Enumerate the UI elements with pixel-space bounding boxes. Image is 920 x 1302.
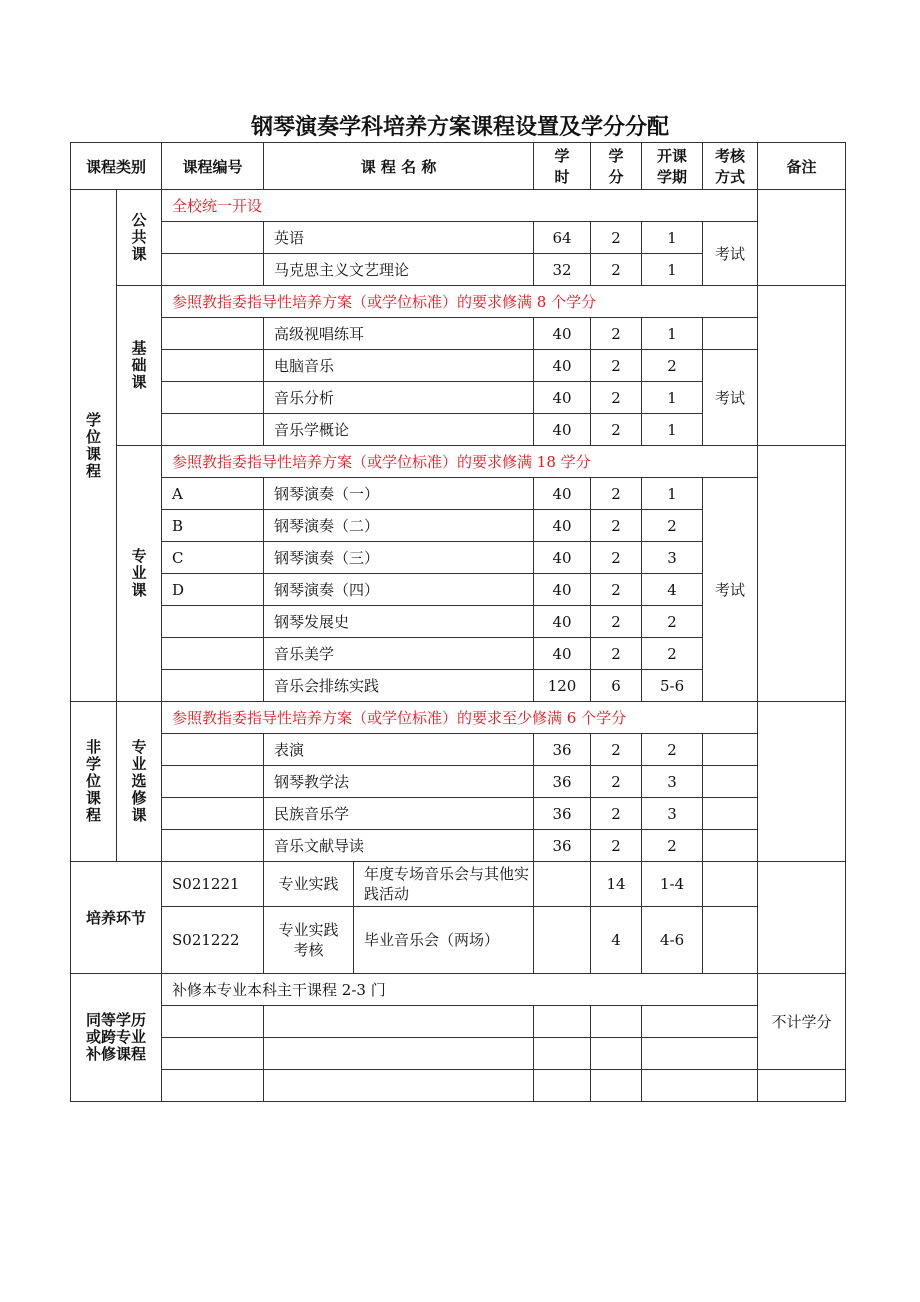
course-name: 钢琴演奏（三） [264, 542, 534, 574]
course-code [162, 670, 264, 702]
document-title: 钢琴演奏学科培养方案课程设置及学分分配 [250, 115, 669, 140]
major-note: 参照教指委指导性培养方案（或学位标准）的要求修满 18 学分 [162, 446, 758, 478]
semester: 2 [642, 638, 703, 670]
course-name: 钢琴演奏（二） [264, 510, 534, 542]
semester: 1 [642, 222, 703, 254]
remark-cell [758, 190, 846, 286]
course-name: 钢琴演奏（四） [264, 574, 534, 606]
course-code [162, 318, 264, 350]
semester: 3 [642, 542, 703, 574]
credits: 2 [591, 542, 642, 574]
semester: 3 [642, 798, 703, 830]
credits: 2 [591, 638, 642, 670]
semester: 1 [642, 414, 703, 446]
table-row [71, 907, 846, 974]
course-name: 年度专场音乐会与其他实践活动 [354, 862, 534, 907]
course-code [162, 350, 264, 382]
hours: 40 [534, 478, 591, 510]
hours: 40 [534, 350, 591, 382]
course-code [162, 382, 264, 414]
credits: 2 [591, 222, 642, 254]
course-name: 毕业音乐会（两场） [354, 907, 534, 974]
hours: 36 [534, 798, 591, 830]
semester: 1 [642, 478, 703, 510]
hours: 32 [534, 254, 591, 286]
course-code: S021221 [162, 862, 264, 907]
course-name: 音乐分析 [264, 382, 534, 414]
header-row [71, 143, 846, 190]
semester: 2 [642, 830, 703, 862]
semester: 4-6 [642, 907, 703, 974]
nondegree-courses-label: 非学位课程 [71, 702, 117, 862]
hours: 40 [534, 414, 591, 446]
remark-cell [758, 446, 846, 702]
remedial-label: 同等学历或跨专业补修课程 [71, 974, 162, 1102]
empty-cell [591, 1070, 642, 1102]
credits: 2 [591, 734, 642, 766]
credits: 2 [591, 574, 642, 606]
exam-method [703, 830, 758, 862]
remedial-note: 补修本专业本科主干课程 2-3 门 [162, 974, 758, 1006]
hours: 120 [534, 670, 591, 702]
course-type: 专业实践考核 [264, 907, 354, 974]
training-label: 培养环节 [71, 862, 162, 974]
empty-cell [162, 1070, 264, 1102]
hours: 40 [534, 542, 591, 574]
semester: 2 [642, 510, 703, 542]
empty-cell [534, 1006, 591, 1038]
course-code [162, 414, 264, 446]
course-code: C [162, 542, 264, 574]
hours: 40 [534, 574, 591, 606]
remark-cell [758, 862, 846, 974]
semester: 4 [642, 574, 703, 606]
table-row [71, 222, 846, 254]
credits: 2 [591, 382, 642, 414]
course-code [162, 254, 264, 286]
credits: 2 [591, 318, 642, 350]
empty-cell [534, 1070, 591, 1102]
hours [534, 862, 591, 907]
empty-cell [642, 1006, 758, 1038]
semester: 1-4 [642, 862, 703, 907]
hours: 36 [534, 734, 591, 766]
empty-cell [642, 1070, 758, 1102]
major-courses-label: 专业课 [117, 446, 162, 702]
exam-method: 考试 [703, 350, 758, 446]
semester: 2 [642, 606, 703, 638]
nondegree-note: 参照教指委指导性培养方案（或学位标准）的要求至少修满 6 个学分 [162, 702, 758, 734]
hours: 40 [534, 318, 591, 350]
public-courses-label: 公共课 [117, 190, 162, 286]
semester: 1 [642, 382, 703, 414]
credits: 2 [591, 766, 642, 798]
remark-cell [758, 702, 846, 862]
credits: 2 [591, 478, 642, 510]
basic-courses-label: 基础课 [117, 286, 162, 446]
hours: 36 [534, 830, 591, 862]
course-name: 钢琴演奏（一） [264, 478, 534, 510]
semester: 1 [642, 254, 703, 286]
course-code [162, 638, 264, 670]
semester: 3 [642, 766, 703, 798]
course-code [162, 798, 264, 830]
course-name: 高级视唱练耳 [264, 318, 534, 350]
public-note: 全校统一开设 [162, 190, 758, 222]
exam-method [703, 798, 758, 830]
table-row [71, 766, 846, 798]
course-code [162, 734, 264, 766]
credits: 14 [591, 862, 642, 907]
hours: 64 [534, 222, 591, 254]
course-name: 英语 [264, 222, 534, 254]
empty-cell [264, 1070, 534, 1102]
course-name: 音乐学概论 [264, 414, 534, 446]
table-row [71, 1038, 846, 1070]
header-hours: 学 时 [534, 143, 591, 190]
credits: 2 [591, 510, 642, 542]
remark-cell [758, 286, 846, 446]
table-row [71, 1006, 846, 1038]
course-name: 音乐会排练实践 [264, 670, 534, 702]
header-name: 课 程 名 称 [264, 143, 534, 190]
hours: 40 [534, 382, 591, 414]
empty-cell [162, 1006, 264, 1038]
empty-cell [534, 1038, 591, 1070]
hours: 40 [534, 606, 591, 638]
course-code [162, 606, 264, 638]
empty-cell [591, 1006, 642, 1038]
course-code: B [162, 510, 264, 542]
table-row [71, 862, 846, 907]
hours: 36 [534, 766, 591, 798]
exam-method [703, 766, 758, 798]
empty-cell [264, 1038, 534, 1070]
exam-method [703, 862, 758, 907]
course-code: S021222 [162, 907, 264, 974]
table-row [71, 478, 846, 510]
exam-method: 考试 [703, 222, 758, 286]
credits: 2 [591, 414, 642, 446]
remedial-remark: 不计学分 [758, 974, 846, 1070]
exam-method [703, 907, 758, 974]
credits: 2 [591, 830, 642, 862]
semester: 1 [642, 318, 703, 350]
header-category: 课程类别 [71, 143, 162, 190]
exam-method: 考试 [703, 478, 758, 702]
elective-courses-label: 专业选修课 [117, 702, 162, 862]
course-name: 钢琴教学法 [264, 766, 534, 798]
credits: 4 [591, 907, 642, 974]
credits: 2 [591, 350, 642, 382]
header-exam: 考核 方式 [703, 143, 758, 190]
table-row [71, 798, 846, 830]
table-row [71, 1070, 846, 1102]
course-name: 音乐美学 [264, 638, 534, 670]
exam-method [703, 318, 758, 350]
empty-cell [642, 1038, 758, 1070]
semester: 5-6 [642, 670, 703, 702]
course-name: 马克思主义文艺理论 [264, 254, 534, 286]
header-credits: 学 分 [591, 143, 642, 190]
credits: 2 [591, 798, 642, 830]
course-name: 民族音乐学 [264, 798, 534, 830]
empty-cell [264, 1006, 534, 1038]
semester: 2 [642, 350, 703, 382]
table-row [71, 350, 846, 382]
course-table [70, 142, 846, 1102]
header-remark: 备注 [758, 143, 846, 190]
header-semester: 开课 学期 [642, 143, 703, 190]
course-code [162, 222, 264, 254]
hours: 40 [534, 638, 591, 670]
exam-method [703, 734, 758, 766]
course-type: 专业实践 [264, 862, 354, 907]
empty-cell [591, 1038, 642, 1070]
course-code: A [162, 478, 264, 510]
credits: 2 [591, 606, 642, 638]
credits: 2 [591, 254, 642, 286]
course-code [162, 830, 264, 862]
table-row [71, 734, 846, 766]
course-code: D [162, 574, 264, 606]
table-row [71, 318, 846, 350]
course-name: 音乐文献导读 [264, 830, 534, 862]
course-code [162, 766, 264, 798]
header-code: 课程编号 [162, 143, 264, 190]
hours: 40 [534, 510, 591, 542]
course-name: 表演 [264, 734, 534, 766]
course-name: 电脑音乐 [264, 350, 534, 382]
basic-note: 参照教指委指导性培养方案（或学位标准）的要求修满 8 个学分 [162, 286, 758, 318]
degree-courses-label: 学位课程 [71, 190, 117, 702]
remark-cell [758, 1070, 846, 1102]
table-row [71, 830, 846, 862]
course-name: 钢琴发展史 [264, 606, 534, 638]
credits: 6 [591, 670, 642, 702]
semester: 2 [642, 734, 703, 766]
hours [534, 907, 591, 974]
empty-cell [162, 1038, 264, 1070]
